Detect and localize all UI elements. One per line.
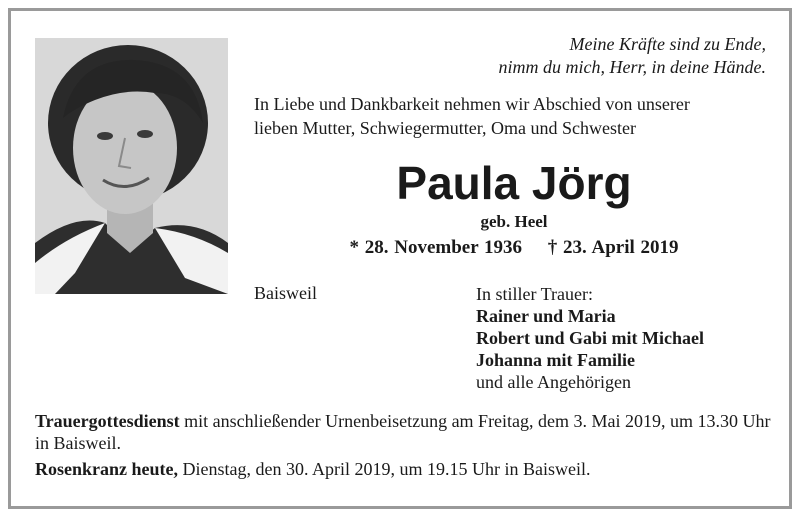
mourner-name: Robert und Gabi mit Michael [476,328,704,348]
portrait-photo [35,38,228,294]
deceased-name: Paula Jörg [396,157,632,209]
intro-line-2: lieben Mutter, Schwiegermutter, Oma und Schwester [254,118,636,138]
intro-text [254,92,774,140]
maiden-name: geb. Heel [480,212,548,231]
mourners-closing: und alle Angehörigen [476,372,631,392]
quote-line-2: nimm du mich, Herr, in deine Hände. [498,57,766,77]
quote-line-1: Meine Kräfte sind zu Ende, [569,34,766,54]
quote [499,33,766,79]
mourners-list [476,283,704,393]
rosary-title: Rosenkranz heute, [35,459,178,479]
rosary-notice [35,458,775,480]
service-title: Trauergottesdienst [35,411,180,431]
rosary-details: Dienstag, den 30. April 2019, um 19.15 Uhr in Baisweil. [178,459,591,479]
life-dates [254,237,774,259]
mourner-name: Rainer und Maria [476,306,616,326]
mourner-name: Johanna mit Familie [476,350,636,370]
birth-date: * 28. November 1936 [349,237,523,258]
death-date: † 23. April 2019 [547,237,679,258]
mourners-heading: In stiller Trauer: [476,284,593,304]
place: Baisweil [254,283,317,303]
funeral-service-notice [35,410,775,454]
intro-line-1: In Liebe und Dankbarkeit nehmen wir Abschied von unserer [254,94,690,114]
service-details: mit anschließender Urnenbeisetzung am Freitag, dem 3. Mai 2019, um 13.30 Uhr in Baisweil. [35,411,771,453]
